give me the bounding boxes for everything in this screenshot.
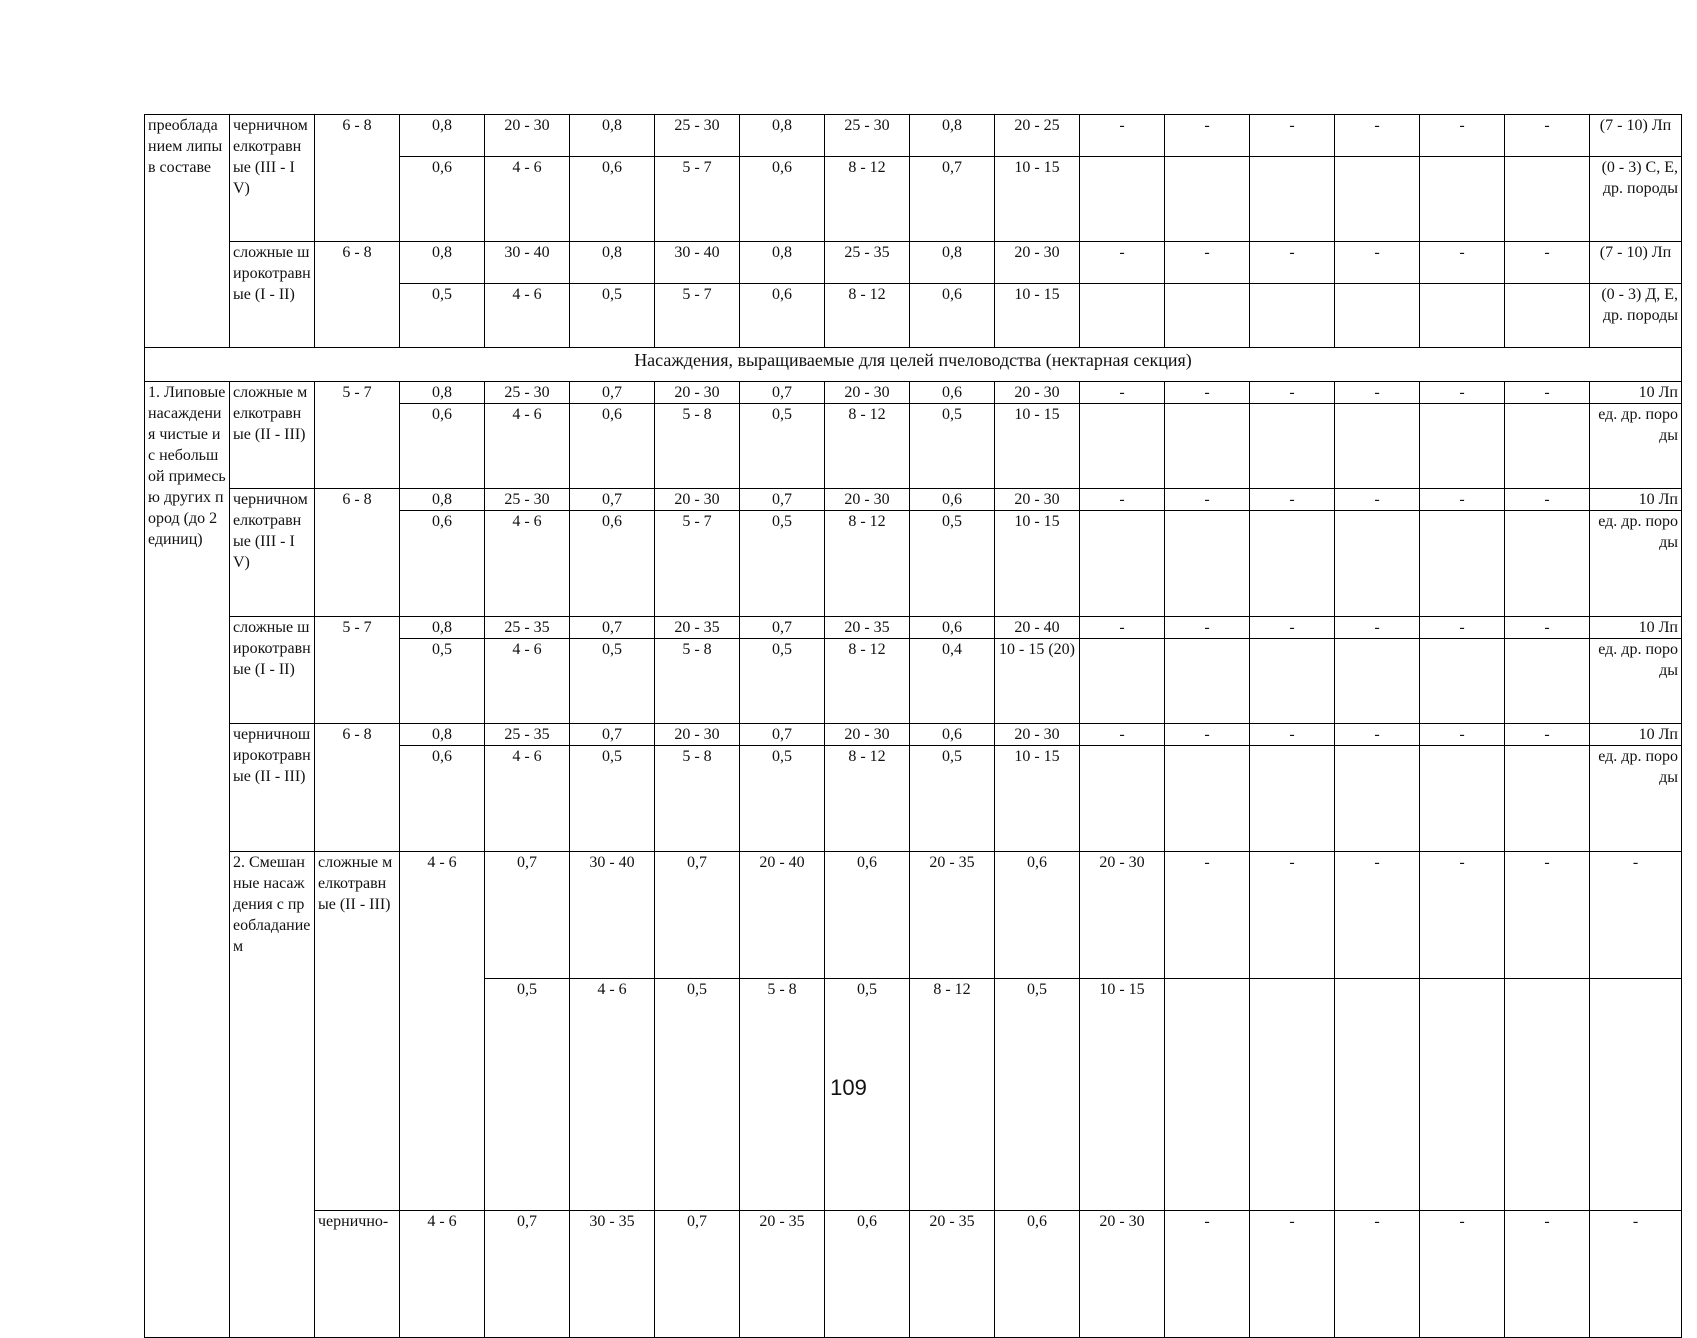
composition-cell: ед. др. породы [1590,639,1682,724]
dash-cell: - [1505,382,1590,404]
dash-cell: - [1250,115,1335,157]
dash-cell: - [1080,724,1165,746]
value-cell: 25 - 35 [825,242,910,284]
composition-cell: (0 - 3) С, Е, др. породы [1590,157,1682,242]
value-cell: 0,5 [910,511,995,617]
value-cell: 0,7 [570,724,655,746]
value-cell: 10 - 15 [995,511,1080,617]
value-cell: 20 - 30 [995,489,1080,511]
value-cell: 0,5 [995,979,1080,1211]
dash-cell: - [1165,852,1250,979]
value-cell: 8 - 12 [825,404,910,489]
value-cell: 20 - 30 [825,724,910,746]
dash-cell: - [1335,242,1420,284]
value-cell: 10 - 15 [995,404,1080,489]
value-cell: 0,6 [400,404,485,489]
dash-cell: - [1505,617,1590,639]
dash-cell: - [1165,242,1250,284]
table-row [145,1211,1682,1338]
dash-cell: - [1080,617,1165,639]
dash-cell: - [1420,617,1505,639]
dash-cell: - [1420,852,1505,979]
value-cell: 0,8 [400,242,485,284]
dash-cell: - [1335,852,1420,979]
value-cell: 0,6 [910,284,995,348]
section-header: Насаждения, выращиваемые для целей пчеловодства (нектарная секция) [145,348,1682,382]
value-cell: 30 - 40 [485,242,570,284]
value-cell: 8 - 12 [910,979,995,1211]
dash-cell: - [1250,489,1335,511]
value-cell: 20 - 30 [1080,852,1165,979]
value-cell: 0,6 [910,617,995,639]
value-cell: 0,7 [485,852,570,979]
composition-cell: (7 - 10) Лп [1590,115,1682,157]
table-row [145,115,1682,157]
value-cell: 0,5 [400,284,485,348]
forest-type-cell: сложные мелкотравные (II - III) [315,852,400,1211]
dash-cell: - [1420,1211,1505,1338]
dash-cell: - [1420,724,1505,746]
composition-cell: 10 Лп [1590,617,1682,639]
value-cell: 20 - 30 [825,489,910,511]
value-cell: 0,5 [740,639,825,724]
value-cell: 0,6 [740,157,825,242]
value-cell: 8 - 12 [825,639,910,724]
value-cell: 0,8 [910,242,995,284]
page-number: 109 [830,1075,867,1100]
forestry-table [144,114,1682,1338]
value-cell: 0,8 [400,617,485,639]
dash-cell: - [1335,115,1420,157]
value-cell: 0,6 [825,852,910,979]
value-cell: 0,7 [485,1211,570,1338]
value-cell: 4 - 6 [570,979,655,1211]
value-cell: 0,5 [655,979,740,1211]
value-cell: 0,5 [910,746,995,852]
number-cell: 4 - 6 [400,852,485,1211]
value-cell: 4 - 6 [485,284,570,348]
value-cell: 0,7 [570,617,655,639]
value-cell: 8 - 12 [825,284,910,348]
value-cell: 5 - 7 [655,511,740,617]
value-cell: 4 - 6 [485,639,570,724]
table-row [145,489,1682,511]
value-cell: 0,6 [825,1211,910,1338]
value-cell: 0,5 [740,746,825,852]
value-cell: 10 - 15 [1080,979,1165,1211]
composition-cell: 10 Лп [1590,382,1682,404]
value-cell: 20 - 30 [655,724,740,746]
value-cell: 0,6 [570,511,655,617]
value-cell: 20 - 30 [655,489,740,511]
dash-cell: - [1250,242,1335,284]
number-cell: 4 - 6 [400,1211,485,1338]
dash-cell: - [1250,382,1335,404]
forest-type-cell: черничномелкотравные (III - IV) [230,489,315,617]
composition-cell: 10 Лп [1590,489,1682,511]
value-cell: 0,7 [570,489,655,511]
value-cell: 0,6 [400,157,485,242]
value-cell: 25 - 30 [825,115,910,157]
value-cell: 0,6 [910,382,995,404]
dash-cell: - [1505,489,1590,511]
value-cell: 0,7 [740,617,825,639]
forest-type-cell: сложные широкотравные (I - II) [230,617,315,724]
value-cell: 4 - 6 [485,511,570,617]
value-cell: 0,6 [995,1211,1080,1338]
number-cell: 5 - 7 [315,382,400,489]
dash-cell: - [1250,1211,1335,1338]
value-cell: 5 - 8 [655,639,740,724]
dash-cell: - [1165,617,1250,639]
value-cell: 25 - 30 [655,115,740,157]
value-cell: 0,6 [570,404,655,489]
value-cell: 8 - 12 [825,157,910,242]
value-cell: 25 - 35 [485,724,570,746]
value-cell: 8 - 12 [825,746,910,852]
value-cell: 5 - 7 [655,284,740,348]
value-cell: 0,6 [400,746,485,852]
value-cell: 0,7 [740,382,825,404]
value-cell: 30 - 35 [570,1211,655,1338]
dash-cell: - [1165,115,1250,157]
value-cell: 10 - 15 [995,157,1080,242]
value-cell: 25 - 30 [485,382,570,404]
value-cell: 20 - 35 [740,1211,825,1338]
number-cell: 6 - 8 [315,115,400,242]
dash-cell: - [1335,489,1420,511]
group-name-cell: 1. Липовые насаждения чистые и с небольшой примесью других пород (до 2 единиц) [145,382,230,1338]
value-cell: 8 - 12 [825,511,910,617]
dash-cell: - [1080,382,1165,404]
value-cell: 5 - 7 [655,157,740,242]
value-cell: 0,7 [910,157,995,242]
composition-cell: ед. др. породы [1590,404,1682,489]
value-cell: 10 - 15 [995,284,1080,348]
value-cell: 0,8 [570,242,655,284]
group-name-cell: 2. Смешанные насаждения с преобладанием [230,852,315,1338]
value-cell: 0,5 [570,746,655,852]
table-row [145,724,1682,746]
dash-cell: - [1165,382,1250,404]
value-cell: 0,6 [740,284,825,348]
number-cell: 6 - 8 [315,724,400,852]
value-cell: 0,7 [570,382,655,404]
dash-cell: - [1165,489,1250,511]
composition-cell: ед. др. породы [1590,746,1682,852]
value-cell: 20 - 35 [655,617,740,639]
value-cell: 0,6 [995,852,1080,979]
forest-type-cell: черничноширокотравные (II - III) [230,724,315,852]
value-cell: 20 - 30 [655,382,740,404]
forest-type-cell: чернично- [315,1211,400,1338]
dash-cell: - [1335,382,1420,404]
dash-cell: - [1250,852,1335,979]
value-cell: 20 - 40 [995,617,1080,639]
composition-cell: (0 - 3) Д, Е, др. породы [1590,284,1682,348]
value-cell: 0,8 [400,382,485,404]
value-cell: 20 - 25 [995,115,1080,157]
dash-cell: - [1335,617,1420,639]
number-cell: 6 - 8 [315,489,400,617]
value-cell: 0,7 [655,1211,740,1338]
composition-cell: ед. др. породы [1590,511,1682,617]
value-cell: 0,5 [400,639,485,724]
value-cell: 0,8 [740,242,825,284]
value-cell: 0,7 [740,724,825,746]
value-cell: 0,7 [740,489,825,511]
value-cell: 0,8 [400,115,485,157]
forest-type-cell: сложные мелкотравные (II - III) [230,382,315,489]
value-cell: 0,5 [485,979,570,1211]
section-header-row [145,348,1682,382]
value-cell: 0,4 [910,639,995,724]
dash-cell: - [1335,724,1420,746]
value-cell: 0,8 [570,115,655,157]
dash-cell: - [1505,852,1590,979]
dash-cell: - [1590,852,1682,979]
dash-cell: - [1420,489,1505,511]
value-cell: 0,8 [400,724,485,746]
value-cell: 30 - 40 [570,852,655,979]
value-cell: 25 - 35 [485,617,570,639]
dash-cell: - [1335,1211,1420,1338]
dash-cell: - [1165,1211,1250,1338]
dash-cell: - [1250,724,1335,746]
value-cell: 30 - 40 [655,242,740,284]
dash-cell: - [1420,242,1505,284]
table-row [145,242,1682,284]
value-cell: 0,8 [740,115,825,157]
value-cell: 0,6 [570,157,655,242]
table-row [145,382,1682,404]
value-cell: 5 - 8 [655,404,740,489]
value-cell: 0,8 [400,489,485,511]
dash-cell: - [1080,115,1165,157]
table-row [145,852,1682,979]
dash-cell: - [1080,489,1165,511]
value-cell: 0,5 [825,979,910,1211]
dash-cell: - [1080,242,1165,284]
dash-cell: - [1165,724,1250,746]
value-cell: 0,7 [655,852,740,979]
value-cell: 0,8 [910,115,995,157]
value-cell: 10 - 15 (20) [995,639,1080,724]
dash-cell: - [1505,242,1590,284]
composition-cell: (7 - 10) Лп [1590,242,1682,284]
value-cell: 20 - 30 [995,382,1080,404]
forest-type-cell: черничномелкотравные (III - IV) [230,115,315,242]
value-cell: 5 - 8 [655,746,740,852]
dash-cell: - [1505,724,1590,746]
value-cell: 4 - 6 [485,746,570,852]
value-cell: 5 - 8 [740,979,825,1211]
value-cell: 0,6 [910,724,995,746]
value-cell: 0,5 [740,404,825,489]
value-cell: 0,5 [570,284,655,348]
value-cell: 4 - 6 [485,404,570,489]
value-cell: 0,6 [910,489,995,511]
value-cell: 10 - 15 [995,746,1080,852]
dash-cell: - [1420,115,1505,157]
value-cell: 20 - 30 [825,382,910,404]
value-cell: 20 - 35 [910,1211,995,1338]
value-cell: 0,5 [570,639,655,724]
dash-cell: - [1420,382,1505,404]
value-cell: 20 - 30 [1080,1211,1165,1338]
value-cell: 20 - 30 [995,242,1080,284]
number-cell: 6 - 8 [315,242,400,348]
value-cell: 4 - 6 [485,157,570,242]
dash-cell: - [1250,617,1335,639]
value-cell: 0,6 [400,511,485,617]
dash-cell: - [1590,1211,1682,1338]
value-cell: 20 - 35 [910,852,995,979]
value-cell: 20 - 40 [740,852,825,979]
value-cell: 20 - 35 [825,617,910,639]
dash-cell: - [1505,1211,1590,1338]
table-row [145,617,1682,639]
forest-type-cell: сложные широкотравные (I - II) [230,242,315,348]
composition-cell: 10 Лп [1590,724,1682,746]
dash-cell: - [1505,115,1590,157]
value-cell: 0,5 [910,404,995,489]
value-cell: 0,5 [740,511,825,617]
value-cell: 20 - 30 [995,724,1080,746]
value-cell: 25 - 30 [485,489,570,511]
value-cell: 20 - 30 [485,115,570,157]
number-cell: 5 - 7 [315,617,400,724]
group-name-cell: преобладанием липы в составе [145,115,230,348]
